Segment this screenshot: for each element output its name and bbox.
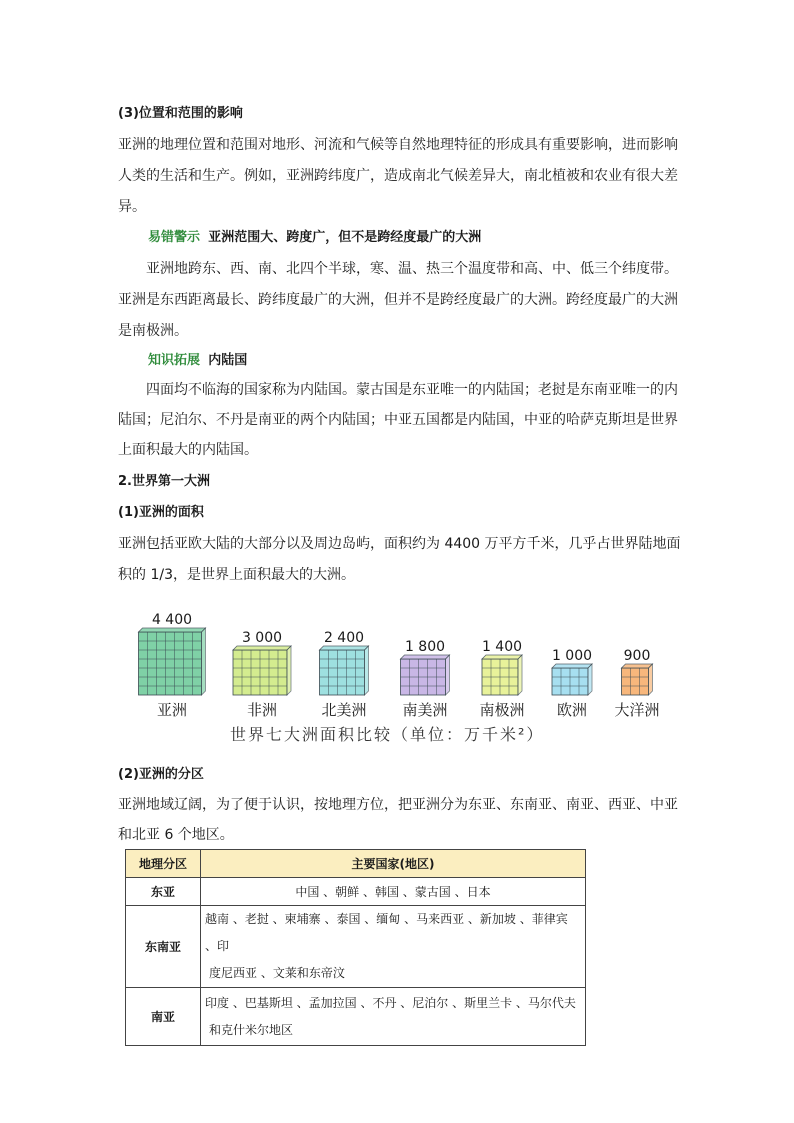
category-label: 北美洲 <box>321 701 367 719</box>
bar-top-face <box>233 646 291 650</box>
bar-side-face <box>518 655 522 695</box>
chart-bar <box>552 664 592 695</box>
bar-value-label: 1 000 <box>551 648 593 664</box>
paragraph-line: 积的 1/3，是世界上面积最大的大洲。 <box>118 567 355 583</box>
countries-line: 印度 、巴基斯坦 、孟加拉国 、不丹 、尼泊尔 、斯里兰卡 、马尔代夫 <box>205 995 576 1010</box>
bar-body <box>320 650 365 695</box>
bar-side-face <box>202 628 206 695</box>
bar-value-label: 1 400 <box>481 639 523 655</box>
countries-line: 度尼西亚 、文莱和东帝汶 <box>209 966 345 980</box>
chart-bar <box>401 655 450 695</box>
regions-table <box>125 849 586 1046</box>
tip-title: 亚洲范围大、跨度广，但不是跨经度最广的大洲 <box>208 230 482 245</box>
paragraph-line: 是南极洲。 <box>118 323 188 339</box>
category-label: 南极洲 <box>479 701 525 719</box>
bar-body <box>139 632 202 695</box>
section-heading-divisions: (2)亚洲的分区 <box>118 767 204 782</box>
region-countries: 中国 、朝鲜 、韩国 、蒙古国 、日本 <box>201 878 586 906</box>
paragraph-line: 亚洲包括亚欧大陆的大部分以及周边岛屿，面积约为 4400 万平方千米，几乎占世界陆地面 <box>118 536 681 552</box>
paragraph-line: 陆国；尼泊尔、不丹是南亚的两个内陆国；中亚五国都是内陆国，中亚的哈萨克斯坦是世界 <box>118 412 678 428</box>
chart-bar <box>622 664 653 695</box>
paragraph-line: 亚洲是东西距离最长、跨纬度最广的大洲，但并不是跨经度最广的大洲。跨经度最广的大洲 <box>118 292 678 308</box>
bar-side-face <box>446 655 450 695</box>
header-region: 地理分区 <box>126 850 201 878</box>
bar-value-label: 2 400 <box>323 630 365 646</box>
bar-side-face <box>649 664 653 695</box>
section-heading-location: (3)位置和范围的影响 <box>118 106 243 121</box>
tip-tag: 知识拓展 <box>148 353 201 368</box>
table-row <box>126 906 586 988</box>
bar-side-face <box>588 664 592 695</box>
category-label: 亚洲 <box>156 701 188 719</box>
category-label: 欧洲 <box>556 701 588 719</box>
section-heading-area: (1)亚洲的面积 <box>118 505 204 520</box>
bar-top-face <box>622 664 653 668</box>
continent-area-chart <box>130 600 660 750</box>
chart-title: 世界七大洲面积比较（单位：万千米²） <box>230 725 545 744</box>
bar-value-label: 900 <box>623 648 651 664</box>
header-countries: 主要国家(地区) <box>201 850 586 878</box>
region-name: 南亚 <box>126 988 201 1046</box>
chart-bar <box>320 646 369 695</box>
paragraph-line: 亚洲地域辽阔，为了便于认识，按地理方位，把亚洲分为东亚、东南亚、南亚、西亚、中亚 <box>118 797 678 813</box>
region-name: 东南亚 <box>126 906 201 988</box>
paragraph-line: 异。 <box>118 199 146 215</box>
table-row <box>126 878 586 906</box>
section-heading-world: 2.世界第一大洲 <box>118 474 210 489</box>
bar-value-label: 3 000 <box>241 630 283 646</box>
paragraph-line: 和北亚 6 个地区。 <box>118 827 234 843</box>
bar-side-face <box>365 646 369 695</box>
tip-tag: 易错警示 <box>148 230 201 245</box>
tip-header-misconception <box>148 228 481 248</box>
paragraph-line: 人类的生活和生产。例如，亚洲跨纬度广，造成南北气候差异大，南北植被和农业有很大差 <box>118 168 678 184</box>
table-header-row <box>126 850 586 878</box>
bar-side-face <box>287 646 291 695</box>
tip-title: 内陆国 <box>208 353 248 368</box>
bar-value-label: 4 400 <box>151 612 193 628</box>
category-label: 大洋洲 <box>614 701 660 719</box>
paragraph-line: 亚洲地跨东、西、南、北四个半球，寒、温、热三个温度带和高、中、低三个纬度带。 <box>146 261 678 277</box>
region-countries <box>201 988 586 1046</box>
paragraph-line: 亚洲的地理位置和范围对地形、河流和气候等自然地理特征的形成具有重要影响，进而影响 <box>118 137 678 153</box>
paragraph-line: 四面均不临海的国家称为内陆国。蒙古国是东亚唯一的内陆国；老挝是东南亚唯一的内 <box>146 382 678 398</box>
bar-top-face <box>401 655 450 659</box>
category-label: 非洲 <box>246 701 278 719</box>
bar-top-face <box>320 646 369 650</box>
bar-top-face <box>482 655 522 659</box>
table-row <box>126 988 586 1046</box>
chart-bar <box>139 628 206 695</box>
bar-value-label: 1 800 <box>404 639 446 655</box>
chart-bar <box>233 646 291 695</box>
bar-top-face <box>139 628 206 632</box>
countries-line: 越南 、老挝 、柬埔寨 、泰国 、缅甸 、马来西亚 、新加坡 、菲律宾 、印 <box>205 912 568 953</box>
region-countries <box>201 906 586 988</box>
category-label: 南美洲 <box>402 701 448 719</box>
tip-header-extension <box>148 351 247 371</box>
bar-top-face <box>552 664 592 668</box>
chart-bar <box>482 655 522 695</box>
bar-body <box>622 668 649 695</box>
countries-line: 和克什米尔地区 <box>209 1022 294 1037</box>
paragraph-line: 上面积最大的内陆国。 <box>118 442 258 458</box>
region-name: 东亚 <box>126 878 201 906</box>
